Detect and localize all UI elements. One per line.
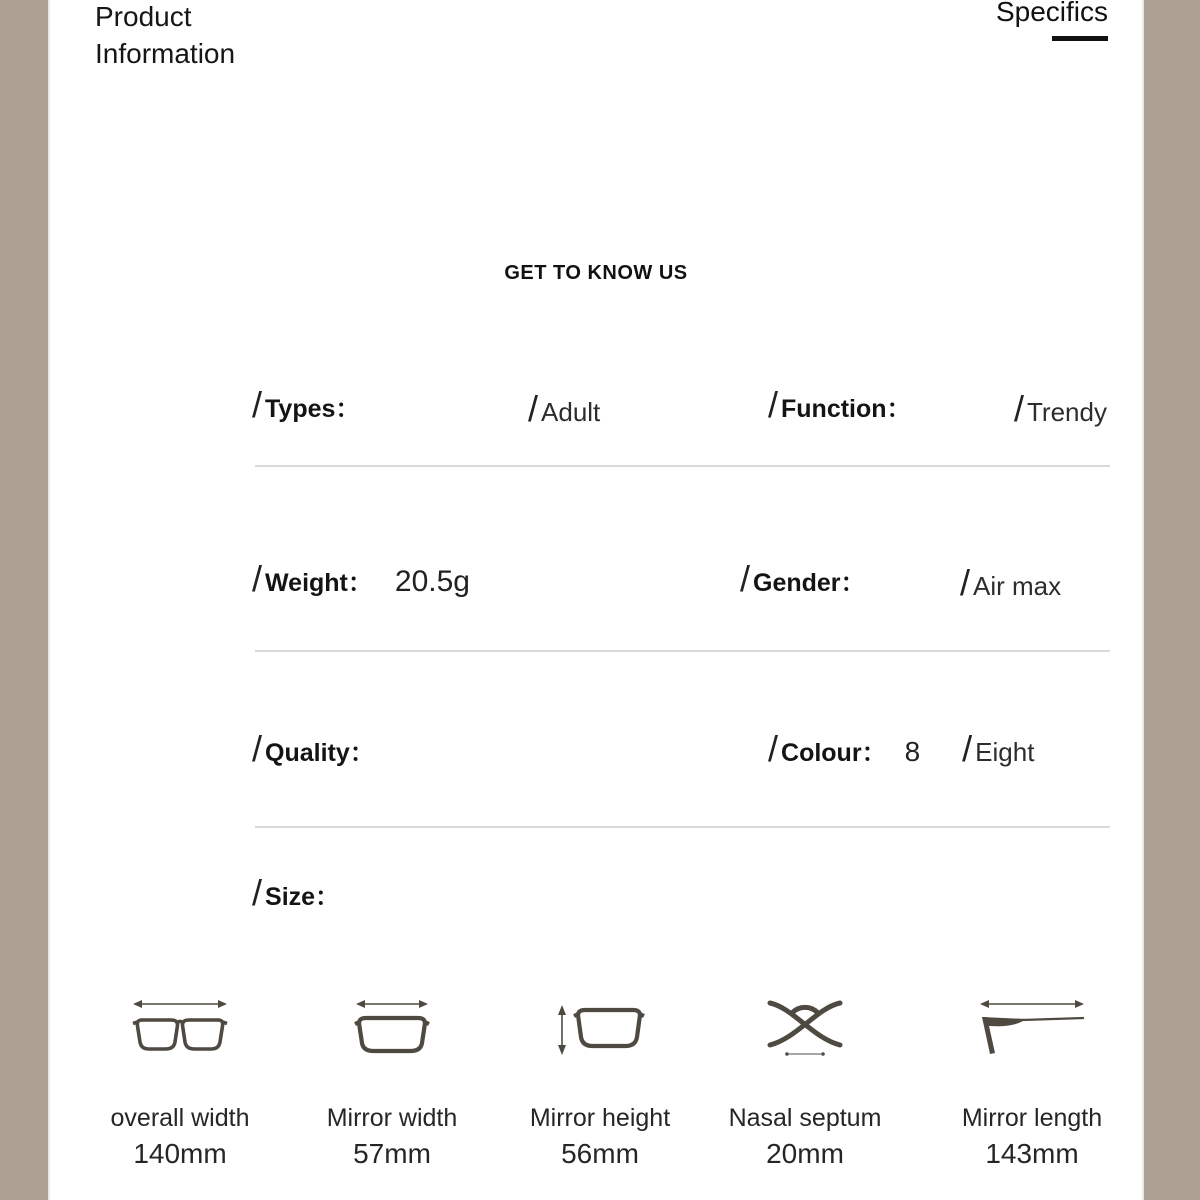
spec-types-label xyxy=(252,384,360,426)
slash-mark: / xyxy=(768,384,779,425)
page-title-line1: Product xyxy=(95,1,192,32)
icon-box xyxy=(282,980,502,1076)
spec-gender-label xyxy=(740,558,866,600)
size-item-value: 56mm xyxy=(561,1138,639,1169)
row-divider xyxy=(255,650,1110,652)
quality-label: Quality xyxy=(265,739,350,767)
slash-mark: / xyxy=(252,728,263,769)
temple-arm-icon xyxy=(976,997,1088,1059)
spec-gender-value xyxy=(960,562,1061,604)
types-label: Types xyxy=(265,395,336,423)
row-divider xyxy=(255,826,1110,828)
colon-mark: ： xyxy=(335,395,361,423)
lens-height-icon xyxy=(554,997,646,1059)
function-label: Function xyxy=(781,395,887,423)
left-edge-bar xyxy=(0,0,50,1200)
slash-mark: / xyxy=(528,388,539,429)
size-item-value: 20mm xyxy=(766,1138,844,1169)
spec-weight xyxy=(252,558,470,600)
size-item-label: Mirror length xyxy=(961,1104,1103,1132)
size-item-label: Mirror width xyxy=(326,1104,458,1132)
weight-value: 20.5g xyxy=(394,565,470,598)
colour-value: Eight xyxy=(975,737,1035,767)
slash-mark: / xyxy=(252,872,263,913)
slash-mark: / xyxy=(252,384,263,425)
function-value: Trendy xyxy=(1027,397,1107,427)
colon-mark: ： xyxy=(886,395,912,423)
size-item-nasal-septum xyxy=(695,980,915,1172)
spec-size xyxy=(252,872,340,914)
row-divider xyxy=(255,465,1110,467)
weight-label: Weight xyxy=(265,569,348,597)
size-item-label: Nasal septum xyxy=(728,1104,882,1132)
icon-box xyxy=(70,980,290,1076)
size-item-label: Mirror height xyxy=(529,1104,671,1132)
size-item-label: overall width xyxy=(110,1104,250,1132)
types-value: Adult xyxy=(541,397,601,427)
page-title-line2: Information xyxy=(95,38,236,69)
right-edge-bar xyxy=(1142,0,1200,1200)
slash-mark: / xyxy=(768,728,779,769)
size-item-value: 57mm xyxy=(353,1138,431,1169)
spec-colour xyxy=(768,728,1034,770)
size-item-mirror-width xyxy=(282,980,502,1172)
tab-specifics[interactable]: Specifics xyxy=(995,0,1108,27)
slash-mark: / xyxy=(252,558,263,599)
page-title xyxy=(95,0,235,72)
colour-count: 8 xyxy=(904,736,921,767)
gender-label: Gender xyxy=(753,569,841,597)
slash-mark: / xyxy=(960,562,971,603)
glasses-front-width-icon xyxy=(130,997,230,1059)
size-item-value: 143mm xyxy=(985,1138,1079,1169)
colon-mark: ： xyxy=(347,569,373,597)
section-heading: GET TO KNOW US xyxy=(504,262,688,284)
icon-box xyxy=(490,980,710,1076)
gender-value: Air max xyxy=(973,571,1062,601)
colon-mark: ： xyxy=(349,739,375,767)
lens-width-icon xyxy=(353,997,431,1059)
slash-mark: / xyxy=(740,558,751,599)
colon-mark: ： xyxy=(861,739,887,767)
size-item-value: 140mm xyxy=(133,1138,227,1169)
colon-mark: ： xyxy=(840,569,866,597)
slash-mark: / xyxy=(1014,388,1025,429)
colon-mark: ： xyxy=(315,883,341,911)
icon-box xyxy=(695,980,915,1076)
size-item-mirror-length xyxy=(922,980,1142,1172)
spec-function-value xyxy=(1014,388,1107,430)
size-item-mirror-height xyxy=(490,980,710,1172)
icon-box xyxy=(922,980,1142,1076)
spec-quality xyxy=(252,728,375,770)
spec-function-label xyxy=(768,384,912,426)
nose-bridge-icon xyxy=(765,996,845,1060)
slash-mark: / xyxy=(962,728,973,769)
colour-label: Colour xyxy=(781,739,862,767)
tab-specifics-underline xyxy=(1052,36,1108,41)
spec-types-value xyxy=(528,388,600,430)
size-label: Size xyxy=(265,883,316,911)
size-item-overall-width xyxy=(70,980,290,1172)
